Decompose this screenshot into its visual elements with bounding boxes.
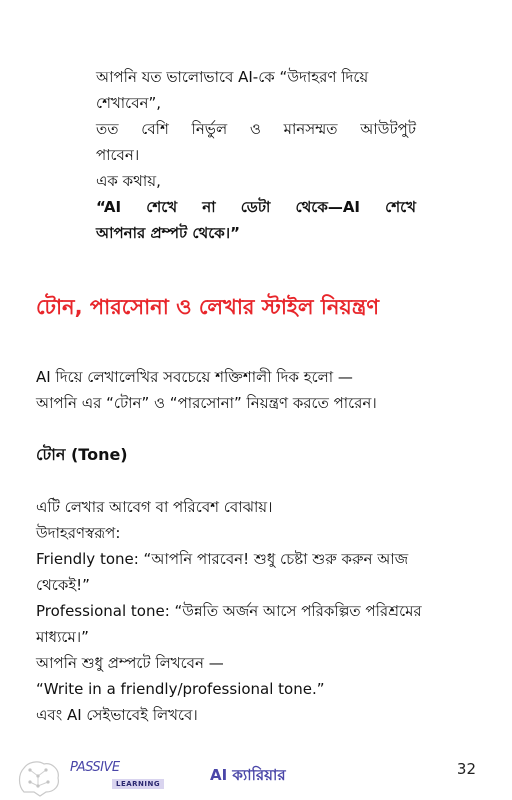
quote-line: তত বেশি নির্ভুল ও মানসম্মত আউটপুট — [96, 120, 416, 138]
quote-block — [96, 64, 416, 246]
tone-subheading: টোন (Tone) — [36, 445, 128, 464]
quote-line: শেখাবেন”, — [96, 94, 162, 112]
quote-line: আপনি যত ভালোভাবে AI-কে “উদাহরণ দিয়ে — [96, 68, 369, 86]
tone-line: “Write in a friendly/professional tone.” — [36, 680, 325, 698]
quote-line: পাবেন। — [96, 146, 140, 164]
quote-line: এক কথায়, — [96, 172, 161, 190]
tone-line: এটি লেখার আবেগ বা পরিবেশ বোঝায়। — [36, 498, 273, 516]
brain-circuit-icon — [14, 756, 64, 798]
page-footer — [0, 748, 512, 800]
tone-line: মাধ্যমে।” — [36, 628, 89, 646]
intro-paragraph — [36, 364, 476, 416]
quote-emphasis: আপনার প্রম্পট থেকে।” — [96, 224, 240, 242]
tone-line: Friendly tone: “আপনি পারবেন! শুধু চেষ্টা শুরু করুন আজ — [36, 550, 409, 568]
footer-book-title: AI ক্যারিয়ার — [210, 766, 286, 784]
logo-learning-text: LEARNING — [112, 779, 164, 789]
tone-line: আপনি শুধু প্রম্পটে লিখবেন — — [36, 654, 224, 672]
intro-line: আপনি এর “টোন” ও “পারসোনা” নিয়ন্ত্রণ করতে পারেন। — [36, 394, 377, 412]
tone-line: এবং AI সেইভাবেই লিখবে। — [36, 706, 198, 724]
tone-line: উদাহরণস্বরূপ: — [36, 524, 121, 542]
section-heading: টোন, পারসোনা ও লেখার স্টাইল নিয়ন্ত্রণ — [36, 295, 380, 319]
quote-emphasis: “AI শেখে না ডেটা থেকে—AI শেখে — [96, 198, 416, 216]
intro-line: AI দিয়ে লেখালেখির সবচেয়ে শক্তিশালী দিক হলো — — [36, 368, 353, 386]
page-number: 32 — [456, 760, 476, 778]
tone-line: থেকেই!” — [36, 576, 90, 594]
tone-line: Professional tone: “উন্নতি অর্জন আসে পরিকল্পিত পরিশ্রমের — [36, 602, 422, 620]
tone-paragraph — [36, 494, 476, 728]
logo-passive-text: PASSIVE — [70, 760, 120, 775]
